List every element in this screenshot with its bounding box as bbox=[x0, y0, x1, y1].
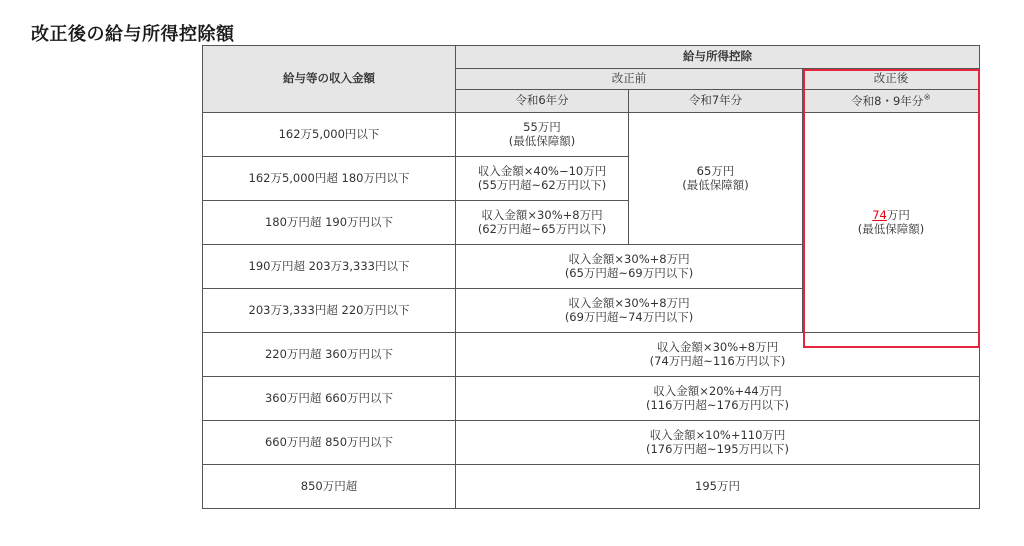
header-r6: 令和6年分 bbox=[456, 90, 629, 113]
income-cell: 190万円超 203万3,333円以下 bbox=[203, 245, 456, 289]
cell-line1: 収入金額×30%+8万円 bbox=[481, 207, 603, 222]
cell-line1: 55万円 bbox=[523, 119, 561, 134]
table-row bbox=[203, 421, 980, 465]
header-r7: 令和7年分 bbox=[629, 90, 803, 113]
income-cell: 360万円超 660万円以下 bbox=[203, 377, 456, 421]
r6-cell bbox=[456, 113, 629, 157]
all-years-merged-cell bbox=[456, 333, 980, 377]
cell-line2: (55万円超~62万円以下) bbox=[477, 177, 607, 192]
r6-cell bbox=[456, 201, 629, 245]
header-after: 改正後 bbox=[803, 69, 980, 90]
cell-line2: (74万円超~116万円以下) bbox=[649, 353, 786, 368]
cell-line2: (62万円超~65万円以下) bbox=[477, 221, 607, 236]
header-r89 bbox=[803, 90, 980, 113]
all-years-merged-cell bbox=[456, 421, 980, 465]
cell-line2: (最低保障額) bbox=[508, 133, 576, 148]
minimum-amount-unit: 万円 bbox=[886, 207, 910, 222]
after-merged-cell bbox=[803, 113, 980, 333]
income-cell: 220万円超 360万円以下 bbox=[203, 333, 456, 377]
cell-line2: (69万円超~74万円以下) bbox=[564, 309, 694, 324]
cell-line1: 195万円 bbox=[695, 478, 740, 493]
minimum-amount-number: 74 bbox=[872, 207, 887, 222]
header-deduction: 給与所得控除 bbox=[456, 46, 980, 69]
header-before: 改正前 bbox=[456, 69, 803, 90]
income-cell: 162万5,000円超 180万円以下 bbox=[203, 157, 456, 201]
income-cell: 162万5,000円以下 bbox=[203, 113, 456, 157]
header-income: 給与等の収入金額 bbox=[203, 46, 456, 113]
income-cell: 203万3,333円超 220万円以下 bbox=[203, 289, 456, 333]
table-row bbox=[203, 333, 980, 377]
all-years-merged-cell bbox=[456, 465, 980, 509]
cell-line1: 収入金額×10%+110万円 bbox=[649, 427, 786, 442]
cell-line2: (65万円超~69万円以下) bbox=[564, 265, 694, 280]
cell-line2: (最低保障額) bbox=[857, 221, 925, 236]
cell-line1: 収入金額×30%+8万円 bbox=[568, 295, 690, 310]
cell-line1: 収入金額×30%+8万円 bbox=[656, 339, 779, 354]
r7-merged-cell bbox=[629, 113, 803, 245]
cell-line1 bbox=[805, 209, 977, 223]
deduction-table bbox=[202, 45, 980, 509]
cell-line2: (116万円超~176万円以下) bbox=[646, 397, 790, 412]
table-row bbox=[203, 465, 980, 509]
table-row bbox=[203, 377, 980, 421]
r6-r7-merged-cell bbox=[456, 289, 803, 333]
header-r89-note-mark: ※ bbox=[923, 93, 931, 104]
cell-line1: 収入金額×20%+44万円 bbox=[653, 383, 782, 398]
income-cell: 180万円超 190万円以下 bbox=[203, 201, 456, 245]
r6-r7-merged-cell bbox=[456, 245, 803, 289]
cell-line1: 収入金額×40%−10万円 bbox=[477, 163, 607, 178]
income-cell: 850万円超 bbox=[203, 465, 456, 509]
page-title: 改正後の給与所得控除額 bbox=[31, 24, 235, 45]
cell-line1: 収入金額×30%+8万円 bbox=[568, 251, 690, 266]
cell-line2: (最低保障額) bbox=[682, 177, 749, 192]
cell-line1: 65万円 bbox=[696, 163, 735, 178]
header-r89-label: 令和8・9年分 bbox=[851, 94, 924, 109]
r6-cell bbox=[456, 157, 629, 201]
income-cell: 660万円超 850万円以下 bbox=[203, 421, 456, 465]
table-row bbox=[203, 113, 980, 157]
cell-line2: (176万円超~195万円以下) bbox=[646, 441, 790, 456]
all-years-merged-cell bbox=[456, 377, 980, 421]
